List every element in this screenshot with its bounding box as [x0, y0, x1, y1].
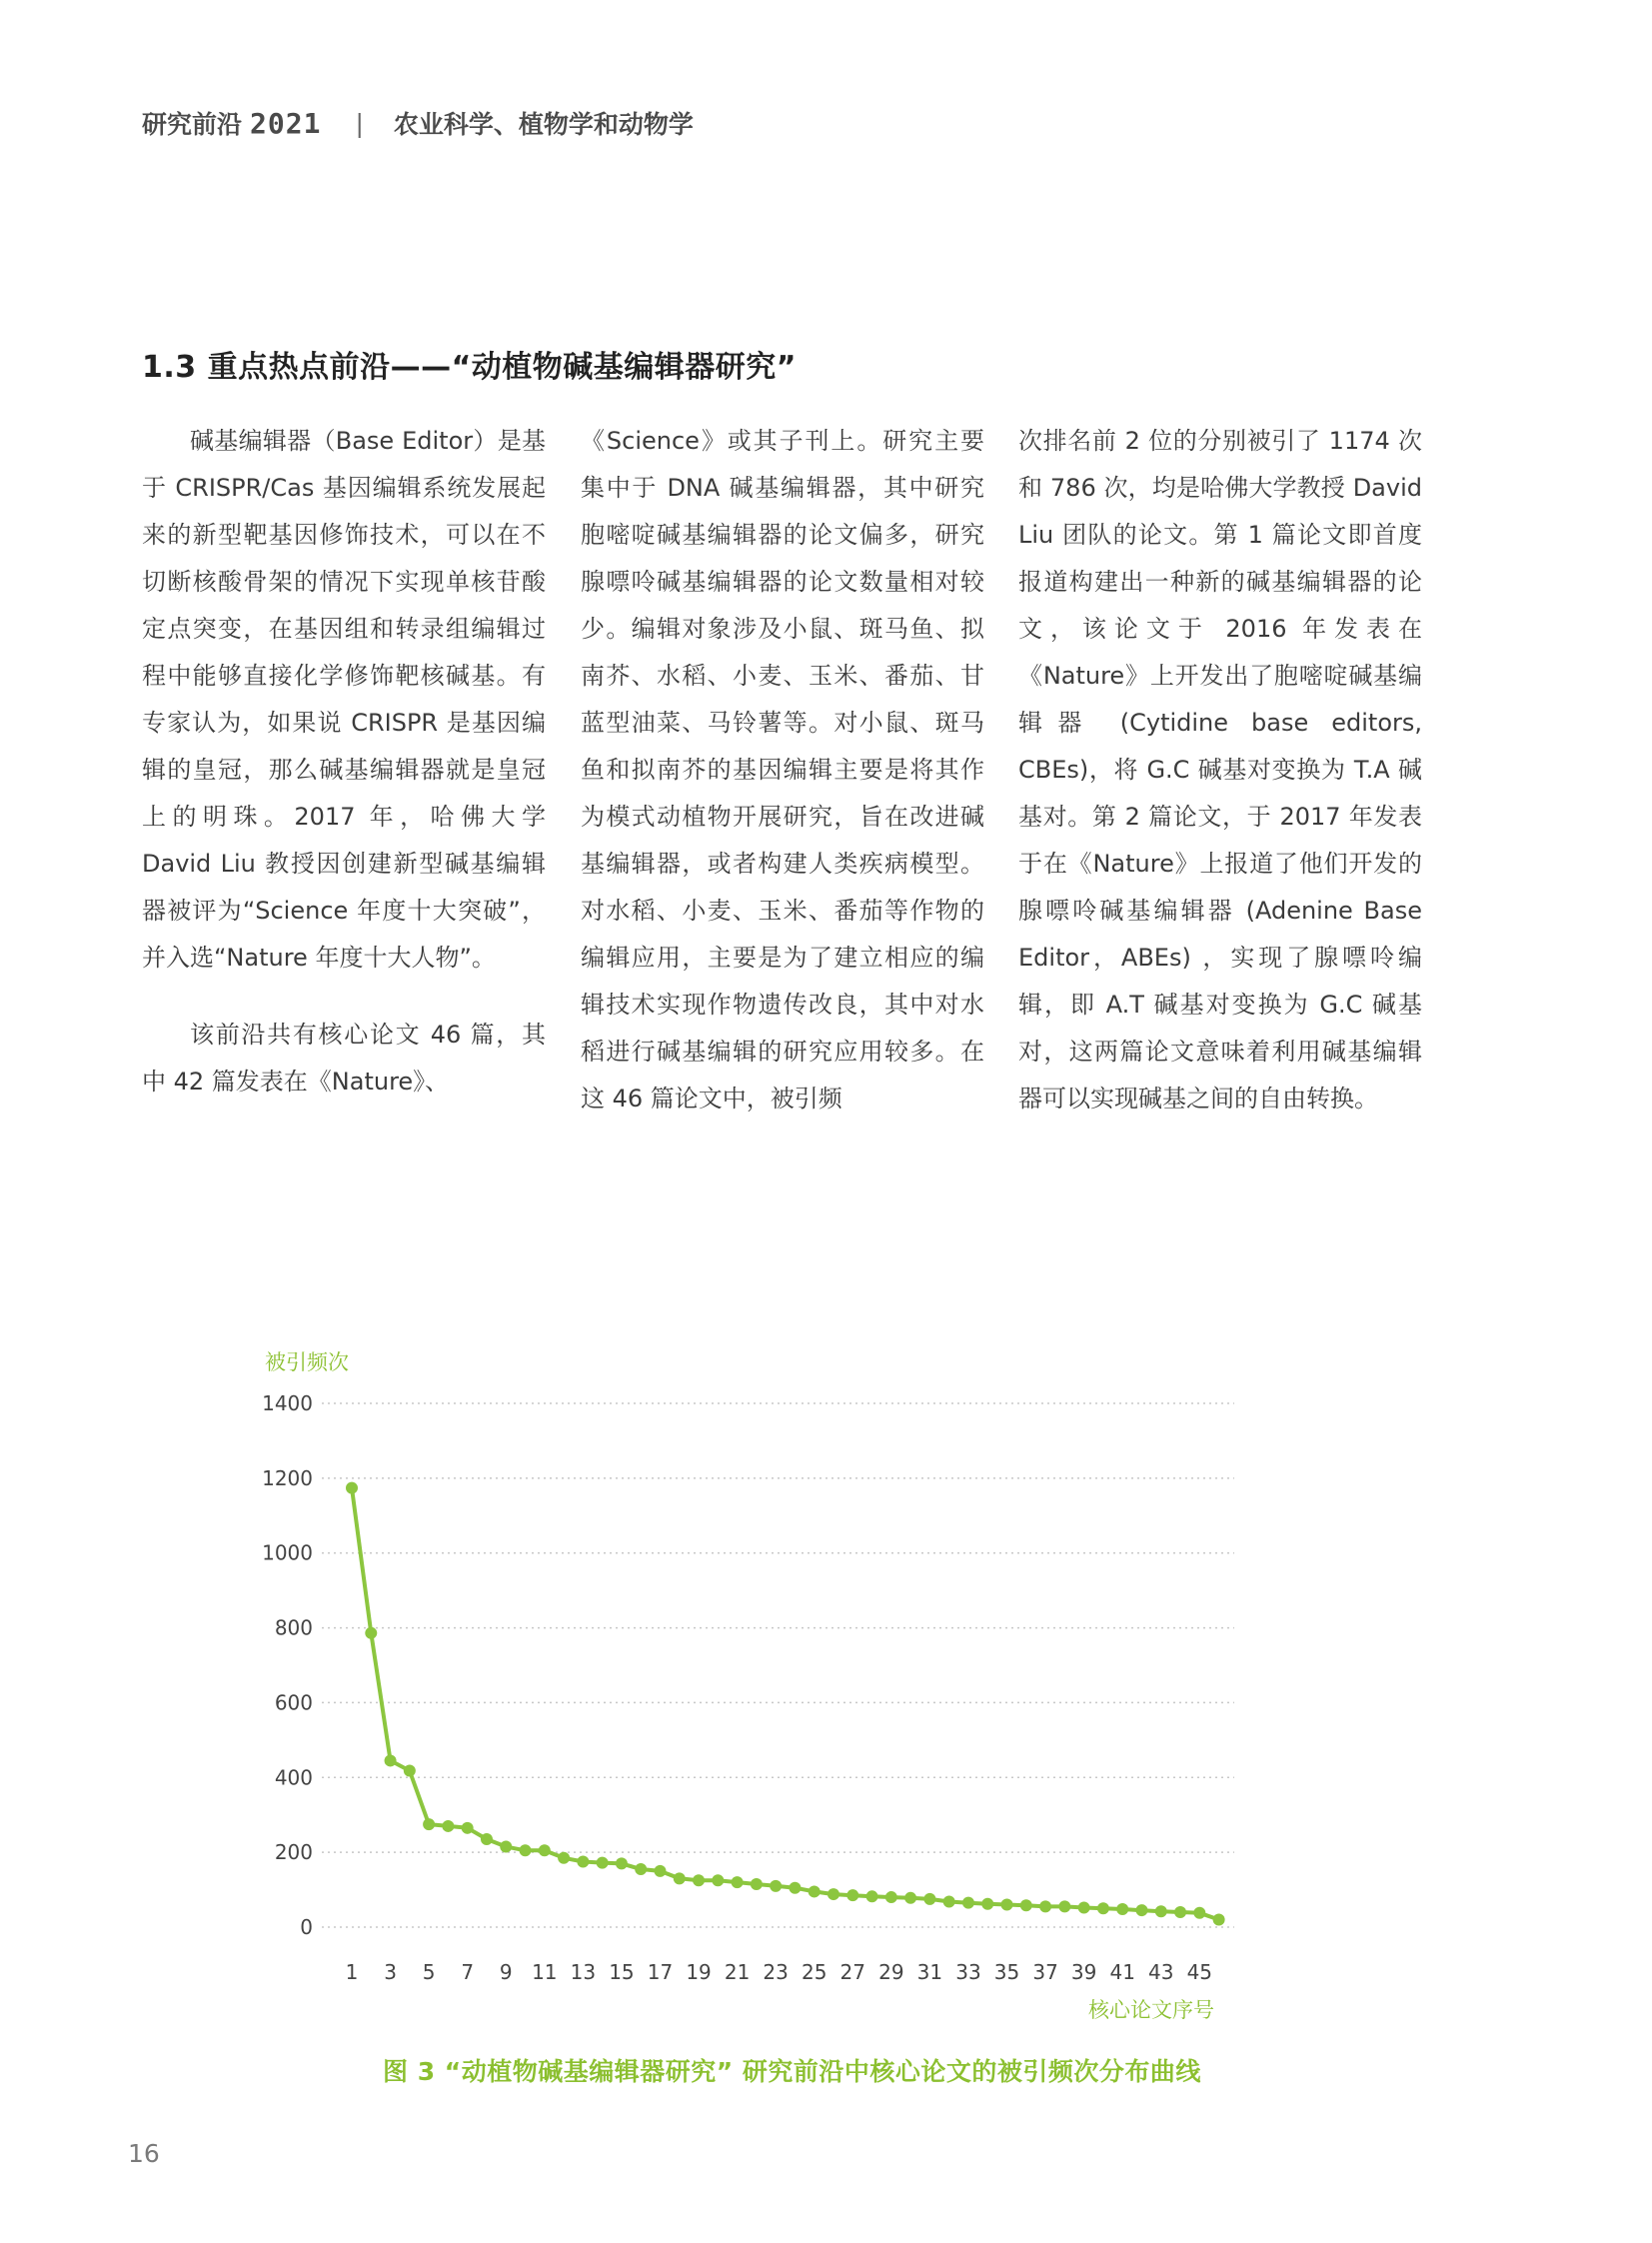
y-tick-labels	[262, 1391, 313, 1939]
x-axis-label: 核心论文序号	[1088, 1998, 1214, 2022]
x-tick-label: 31	[916, 1960, 943, 1984]
data-point	[943, 1896, 955, 1908]
header-series: 研究前沿	[142, 110, 243, 139]
data-point	[712, 1874, 724, 1886]
data-point	[481, 1833, 493, 1845]
data-point	[885, 1891, 897, 1903]
data-point	[693, 1874, 705, 1886]
running-header	[142, 106, 694, 140]
x-tick-label: 29	[878, 1960, 904, 1984]
x-tick-label: 9	[499, 1960, 513, 1984]
paragraph-core-papers: 该前沿共有核心论文 46 篇，其中 42 篇发表在《Nature》、	[142, 1021, 546, 1096]
section-title: 1.3 重点热点前沿——“动植物碱基编辑器研究”	[142, 350, 798, 385]
data-point	[597, 1857, 609, 1869]
y-tick-label: 1200	[262, 1465, 313, 1490]
data-point	[423, 1818, 435, 1830]
citation-chart-svg	[0, 1339, 1652, 2079]
data-point	[1039, 1900, 1051, 1912]
data-point	[770, 1880, 782, 1892]
header-section: 农业科学、植物学和动物学	[393, 110, 694, 139]
x-tick-label: 5	[422, 1960, 436, 1984]
data-point	[1078, 1902, 1090, 1914]
paragraph-top-cited: 次排名前 2 位的分别被引了 1174 次和 786 次，均是哈佛大学教授 David Liu 团队的论文。第 1 篇论文即首度报道构建出一种新的碱基编辑器的论文，该论文于 2016 年发表在《Nature》上开发出了胞嘧啶碱基编辑器 (Cytidine base editors, CBEs)，将 G.C 碱基对变换为 T.A 碱基对。第 2 篇论文，于 2017 年发表于在《Nature》上报道了他们开发的腺嘌呤碱基编辑器 (Adenine Base Editor，ABEs) ，实现了腺嘌呤编辑，即 A.T 碱基对变换为 G.C 碱基对，这两篇论文意味着利用碱基编辑器可以实现碱基之间的自由转换。	[1018, 427, 1422, 1113]
page-number: 16	[128, 2139, 160, 2168]
x-tick-label: 19	[686, 1960, 712, 1984]
x-tick-label: 15	[609, 1960, 635, 1984]
data-point	[674, 1872, 686, 1884]
data-point	[1001, 1899, 1013, 1911]
data-point	[635, 1863, 647, 1875]
data-point	[404, 1765, 416, 1777]
y-tick-label: 1000	[262, 1540, 313, 1565]
data-point	[442, 1820, 454, 1832]
data-point	[539, 1844, 551, 1856]
data-point	[558, 1852, 570, 1864]
x-tick-label: 7	[461, 1960, 475, 1984]
y-tick-label: 600	[274, 1690, 313, 1715]
paragraph-research-focus: 《Science》或其子刊上。研究主要集中于 DNA 碱基编辑器，其中研究胞嘧啶碱基编辑器的论文偏多，研究腺嘌呤碱基编辑器的论文数量相对较少。编辑对象涉及小鼠、斑马鱼、拟南芥、水稻、小麦、玉米、番茄、甘蓝型油菜、马铃薯等。对小鼠、斑马鱼和拟南芥的基因编辑主要是将其作为模式动植物开展研究，旨在改进碱基编辑器，或者构建人类疾病模型。对水稻、小麦、玉米、番茄等作物的编辑应用，主要是为了建立相应的编辑技术实现作物遗传改良，其中对水稻进行碱基编辑的研究应用较多。在这 46 篇论文中，被引频	[581, 427, 984, 1113]
x-tick-label: 25	[801, 1960, 827, 1984]
data-point	[520, 1844, 532, 1856]
figure-caption: 图 3 “动植物碱基编辑器研究” 研究前沿中核心论文的被引频次分布曲线	[383, 2057, 1201, 2086]
data-point	[1058, 1900, 1070, 1912]
x-tick-label: 45	[1186, 1960, 1213, 1984]
data-point	[346, 1482, 358, 1494]
data-points	[346, 1482, 1225, 1926]
x-tick-labels	[346, 1960, 1212, 1984]
x-tick-label: 1	[345, 1960, 359, 1984]
data-point	[962, 1897, 974, 1909]
x-tick-label: 37	[1032, 1960, 1058, 1984]
data-point	[923, 1893, 935, 1905]
data-point	[827, 1888, 839, 1900]
x-tick-label: 27	[839, 1960, 866, 1984]
data-point	[616, 1857, 628, 1869]
data-point	[365, 1627, 377, 1639]
y-axis-label: 被引频次	[265, 1350, 349, 1374]
data-point	[1193, 1907, 1205, 1919]
x-tick-label: 39	[1070, 1960, 1097, 1984]
x-tick-label: 11	[532, 1960, 558, 1984]
data-point	[789, 1882, 801, 1894]
data-point	[1097, 1902, 1109, 1914]
y-tick-label: 1400	[262, 1391, 313, 1415]
text-column-3	[1018, 418, 1422, 1122]
y-tick-label: 0	[300, 1915, 313, 1939]
grid-lines	[322, 1403, 1234, 1927]
x-tick-label: 3	[384, 1960, 397, 1984]
data-point	[981, 1898, 993, 1910]
x-tick-label: 33	[955, 1960, 981, 1984]
header-year: 2021	[250, 106, 322, 140]
x-tick-label: 41	[1109, 1960, 1135, 1984]
x-tick-label: 43	[1148, 1960, 1174, 1984]
data-point	[1116, 1903, 1128, 1915]
data-point	[385, 1754, 397, 1766]
data-point	[462, 1822, 474, 1834]
y-tick-label: 400	[274, 1765, 313, 1790]
data-point	[1174, 1906, 1186, 1918]
data-point	[1020, 1899, 1032, 1911]
paragraph-intro: 碱基编辑器（Base Editor）是基于 CRISPR/Cas 基因编辑系统发展起来的新型靶基因修饰技术，可以在不切断核酸骨架的情况下实现单核苷酸定点突变，在基因组和转录组编辑过程中能够直接化学修饰靶核碱基。有专家认为，如果说 CRISPR 是基因编辑的皇冠，那么碱基编辑器就是皇冠上的明珠。2017 年，哈佛大学 David Liu 教授因创建新型碱基编辑器被评为“Science 年度十大突破”，并入选“Nature 年度十大人物”。	[142, 427, 546, 972]
x-tick-label: 23	[763, 1960, 789, 1984]
data-point	[1213, 1914, 1225, 1926]
data-point	[577, 1856, 589, 1868]
data-point	[500, 1841, 512, 1853]
data-point	[1155, 1905, 1167, 1917]
data-point	[1135, 1904, 1147, 1916]
data-point	[846, 1889, 858, 1901]
x-tick-label: 21	[724, 1960, 751, 1984]
data-point	[751, 1878, 763, 1890]
data-point	[732, 1876, 744, 1888]
x-tick-label: 35	[993, 1960, 1020, 1984]
y-tick-label: 200	[274, 1840, 313, 1865]
header-separator: |	[355, 108, 364, 138]
y-tick-label: 800	[274, 1615, 313, 1640]
data-point	[904, 1892, 916, 1904]
text-column-1	[142, 418, 546, 1106]
data-point	[809, 1885, 821, 1897]
x-tick-label: 13	[570, 1960, 597, 1984]
x-tick-label: 17	[647, 1960, 674, 1984]
data-point	[866, 1890, 878, 1902]
text-column-2	[581, 418, 984, 1122]
citation-chart	[0, 1339, 1652, 2079]
data-point	[654, 1865, 666, 1877]
